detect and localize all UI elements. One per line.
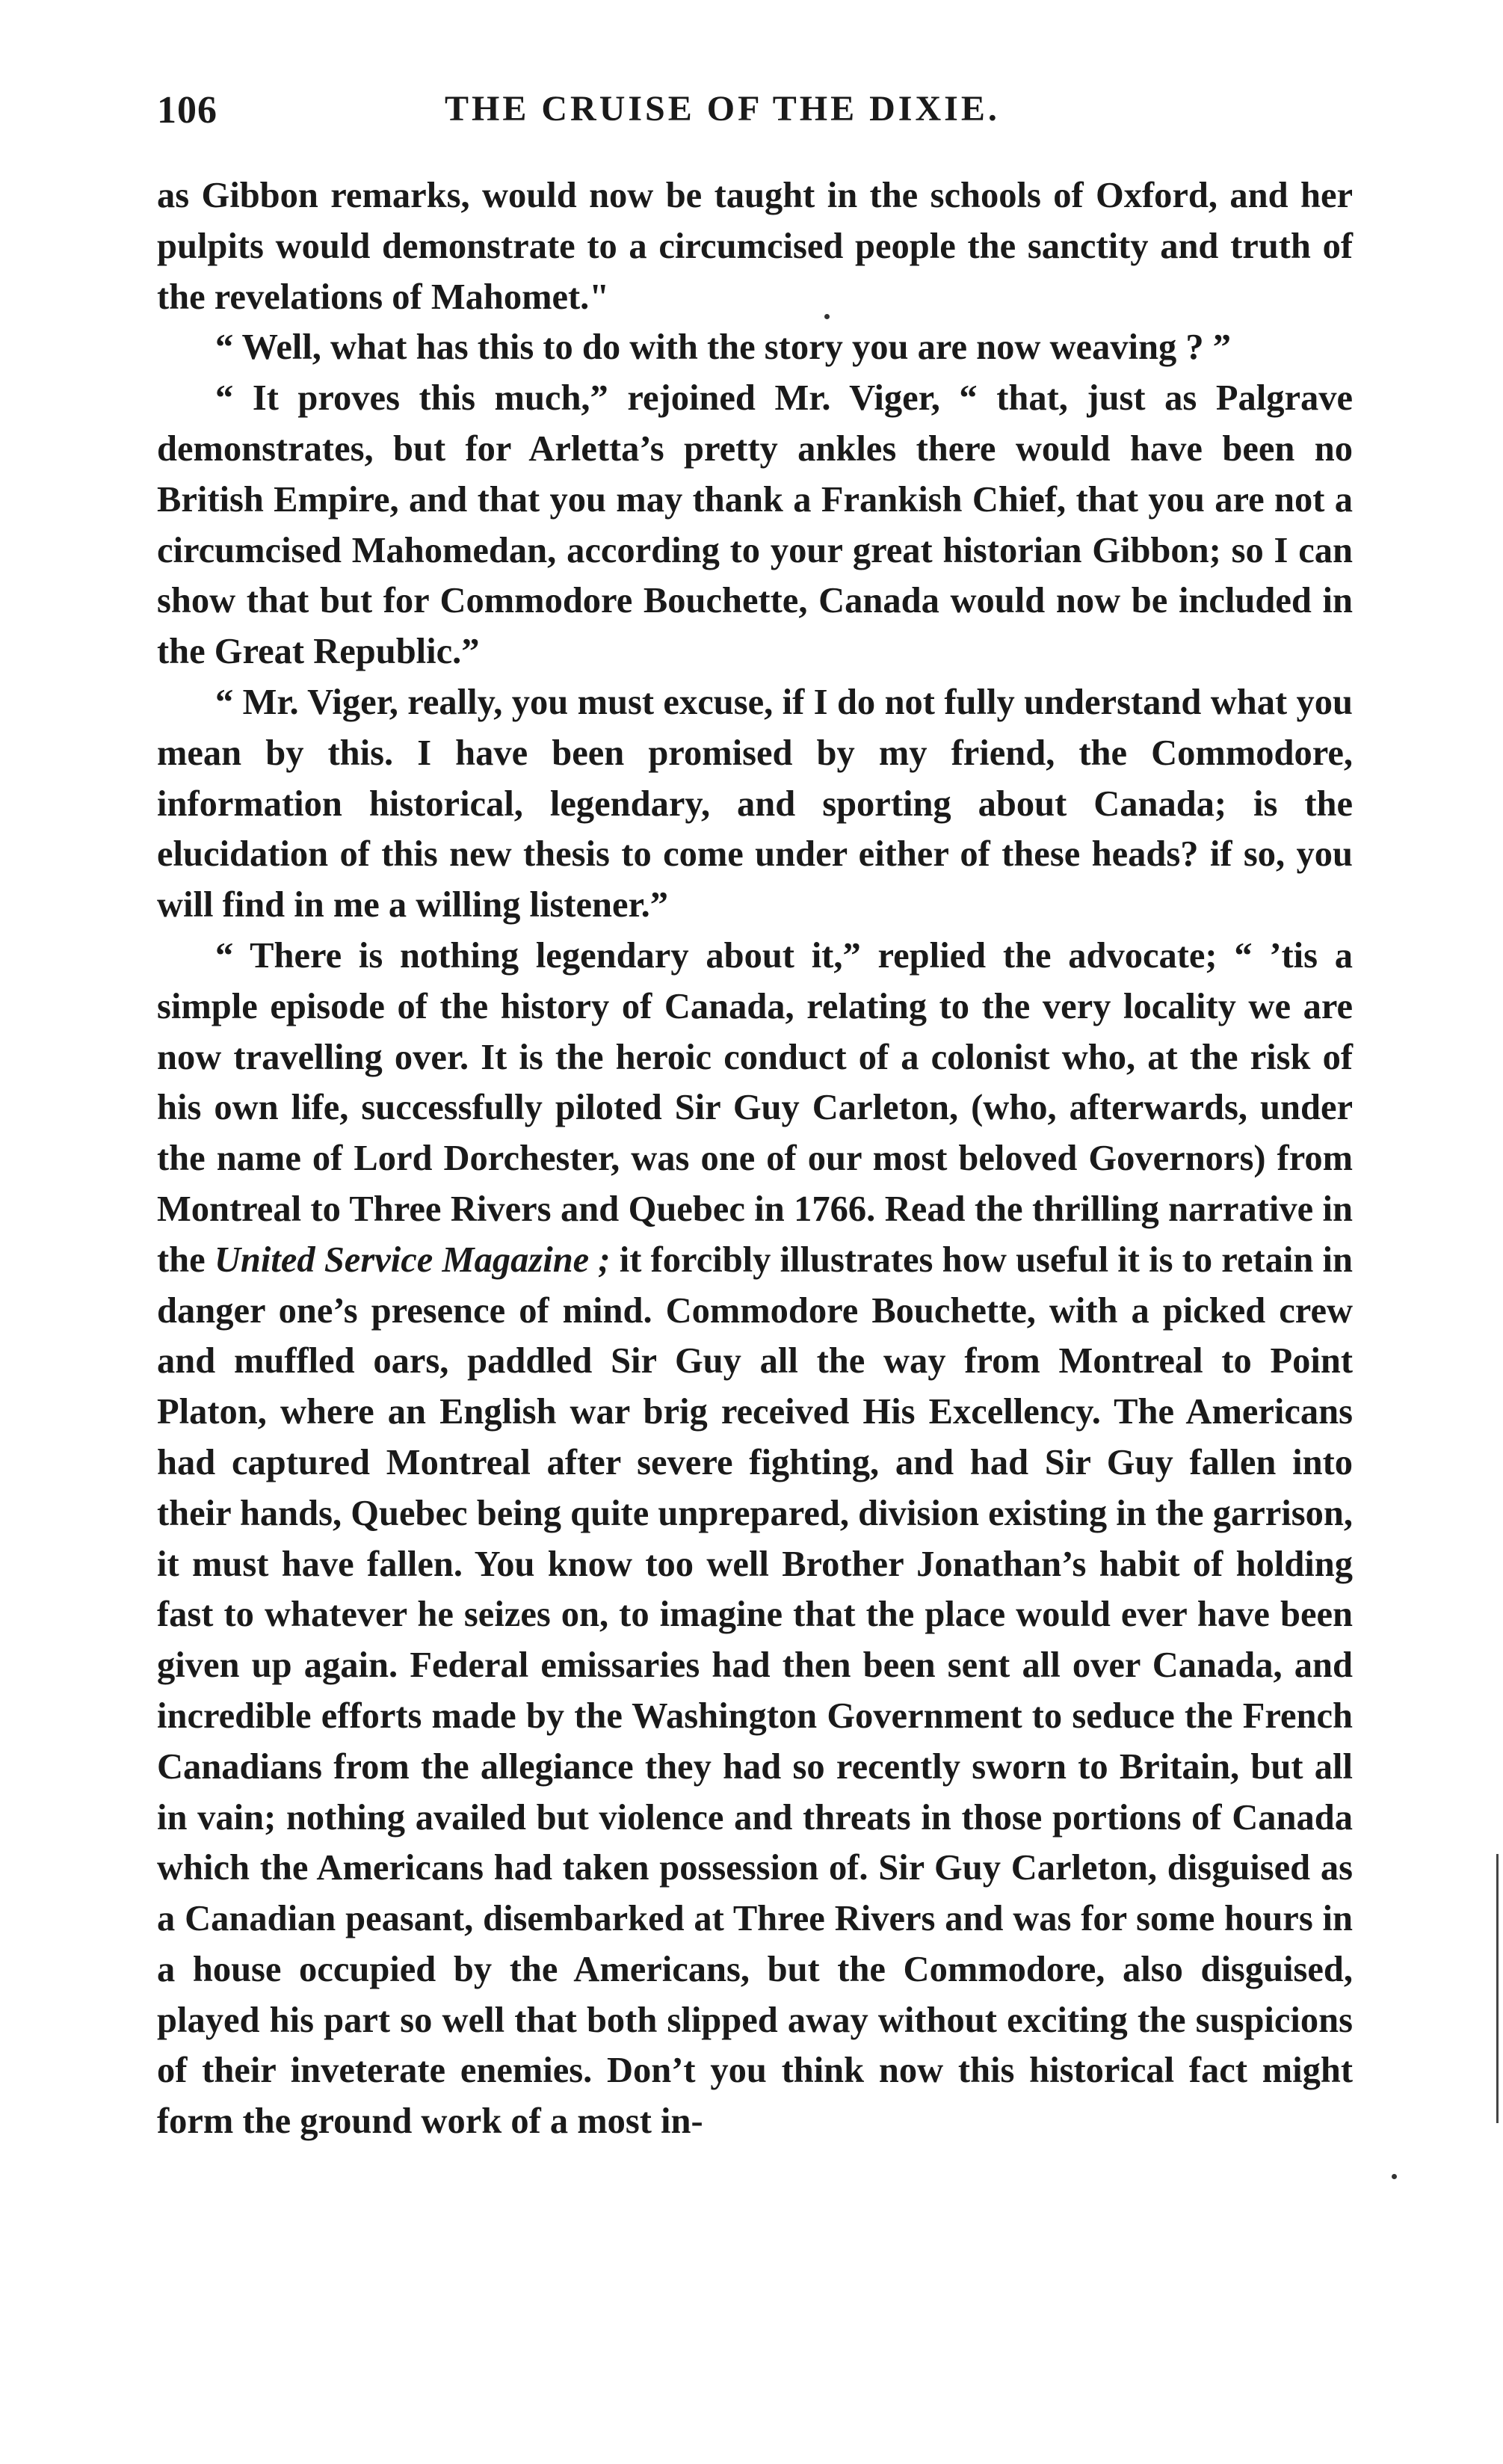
paragraph-continuation: as Gibbon remarks, would now be taught in the schools of Oxford, and her pulpits would demonstrate to a circumcised people the sanctity and truth of the revelations of Mahomet." <box>157 176 1353 317</box>
paragraph-advocate-part-2: it forcibly illustrates how useful it is to retain in danger one’s presence of mind. Commodore Bouchette, with a picked crew and muffled oars, paddled Sir Guy all the way from Montreal to Point Platon, where an English war brig received His Excellency. The Americans had captured Montreal after severe fighting, and had Sir Guy fallen into their hands, Quebec being quite unprepared, division existing in the garrison, it must have fallen. You know too well Brother Jonathan’s habit of holding fast to whatever he seizes on, to imagine that the place would ever have been given up again. Federal emissaries had then been sent all over Canada, and incredible efforts made by the Washington Government to seduce the French Canadians from the allegiance they had so recently sworn to Britain, but all in vain; nothing availed but violence and threats in those portions of Canada which the Americans had taken possession of. Sir Guy Carleton, disguised as a Canadian peasant, disembarked at Three Rivers and was for some hours in a house occupied by the Americans, but the Commodore, also disguised, played his part so well that both slipped away without exciting the suspicions of their inveterate enemies. Don’t you think now this historical fact might form the ground work of a most in- <box>157 1239 1353 2142</box>
print-speck <box>1392 2174 1397 2179</box>
body-text <box>157 170 1353 2147</box>
magazine-title: United Service Magazine ; <box>214 1239 611 1280</box>
paragraph-advocate <box>157 931 1353 2147</box>
paragraph-viger-reply: “ It proves this much,” rejoined Mr. Viger, “ that, just as Palgrave demonstrates, but for Arletta’s pretty ankles there would have been no British Empire, and that you may thank a Frankish Chief, that you are not a circumcised Mahomedan, according to your great historian Gibbon; so I can show that but for Commodore Bouchette, Canada would now be included in the Great Republic.” <box>157 378 1353 672</box>
running-title: THE CRUISE OF THE DIXIE. <box>445 89 1000 129</box>
paragraph-listener: “ Mr. Viger, really, you must excuse, if I do not fully understand what you mean by this. I have been promised by my friend, the Commodore, information historical, legendary, and sporting about Canada; is the elucidation of this new thesis to come under either of these heads? if so, you will find in me a willing listener.” <box>157 682 1353 925</box>
page-edge-mark <box>1496 1854 1499 2123</box>
running-head <box>157 88 1353 148</box>
paragraph-advocate-part-1: “ There is nothing legendary about it,” replied the advocate; “ ’tis a simple episode of the history of Canada, relating to the very locality we are now travelling over. It is the heroic conduct of a colonist who, at the risk of his own life, successfully piloted Sir Guy Carleton, (who, afterwards, under the name of Lord Dorchester, was one of our most beloved Governors) from Montreal to Three Rivers and Quebec in 1766. Read the thrilling narrative in the <box>157 935 1353 1280</box>
page-number: 106 <box>157 89 217 132</box>
paragraph-question: “ Well, what has this to do with the story you are now weaving ? ” <box>215 327 1231 368</box>
print-speck <box>824 314 830 319</box>
